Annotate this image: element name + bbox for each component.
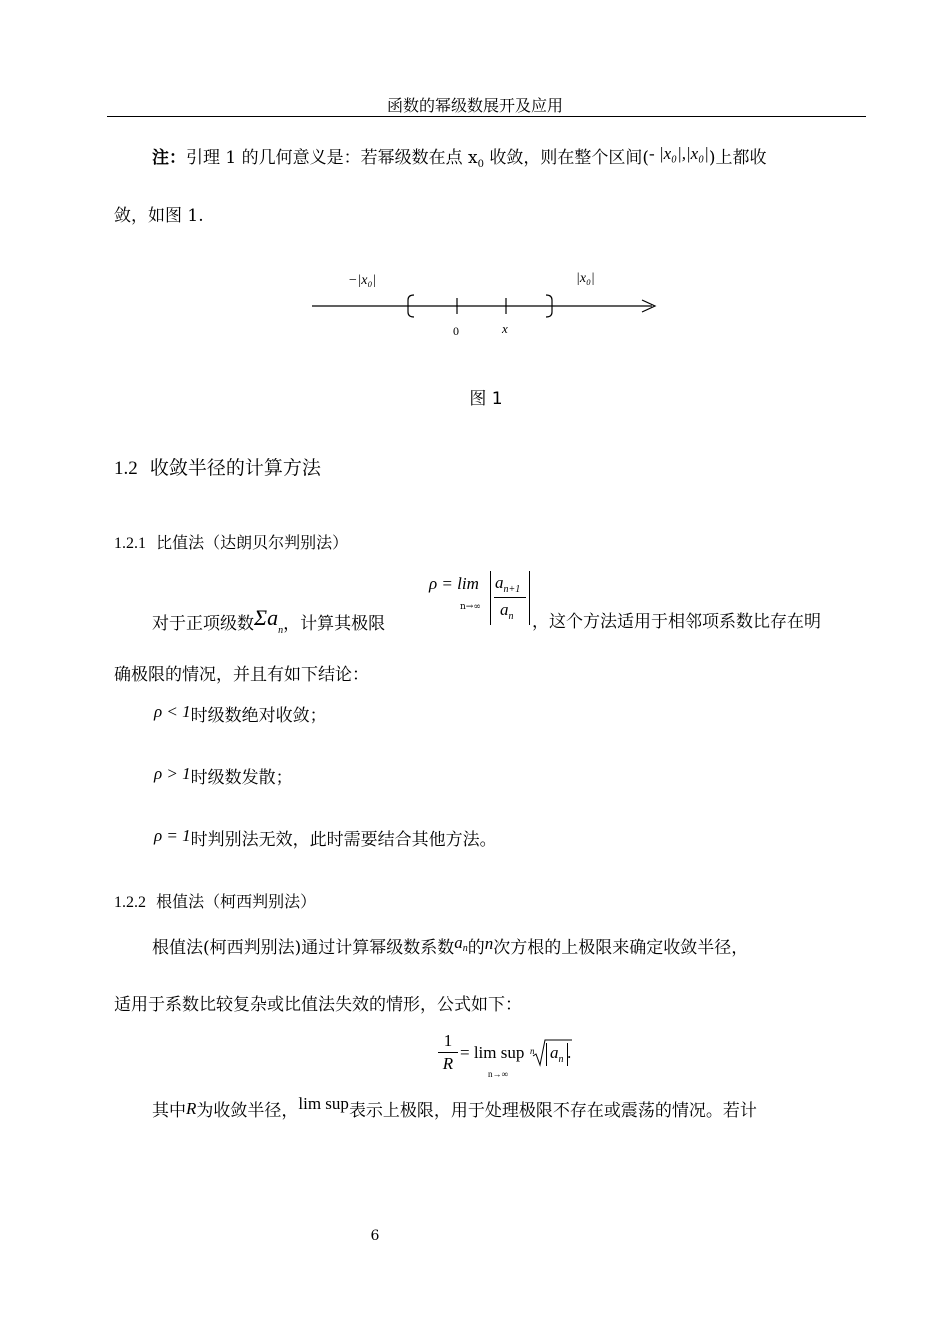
header-rule <box>107 116 866 117</box>
ratio-paragraph-line-1: 对于正项级数$\Sigma a_n$，计算其极限 <box>152 605 386 636</box>
subsection-title: 根值法（柯西判别法） <box>156 892 317 911</box>
running-header: 函数的幂级数展开及应用 <box>386 96 563 115</box>
root-paragraph-2: 其中R为收敛半径，lim sup表示上极限，用于处理极限不存在或震荡的情况。若计 <box>152 1094 757 1121</box>
figure-caption: 图 1 <box>469 389 503 409</box>
note-interval: - |x₀|,|x₀| <box>649 144 709 163</box>
root-formula-lim-sub: n→∞ <box>488 1069 508 1079</box>
condition-1: ρ < 1时级数绝对收敛； <box>154 702 327 726</box>
root-arg: $a_n$ . <box>546 1043 572 1066</box>
condition-2: ρ > 1时级数发散； <box>154 764 293 788</box>
note-label: 注： <box>152 148 186 168</box>
rho-lim: ρ = lim <box>429 574 479 593</box>
note-sub0: 0 <box>477 159 484 170</box>
root-paragraph-line-1: 根值法(柯西判别法)通过计算幂级数系数an的n次方根的上极限来确定收敛半径， <box>152 933 749 958</box>
page-number: 6 <box>370 1228 380 1244</box>
note-line-2: 敛，如图 1. <box>114 206 204 226</box>
condition-3: ρ = 1时判别法无效，此时需要结合其他方法。 <box>154 826 497 850</box>
note-line-1 <box>152 144 767 171</box>
number-line-figure <box>300 255 680 345</box>
section-heading-1-2-1 <box>114 533 348 554</box>
note-text-after: )上都收 <box>708 148 767 168</box>
ratio-lim-sub: n→∞ <box>460 602 481 612</box>
label-left: −|x₀| <box>348 273 377 288</box>
note-text-before: 引理 1 的几何意义是：若幂级数在点 x <box>186 148 478 168</box>
ratio-paragraph-line-1b: ，这个方法适用于相邻项系数比存在明 <box>532 612 821 632</box>
ratio-den: $a_n$ <box>500 600 514 622</box>
ratio-formula <box>429 574 479 594</box>
sum-term: Σa <box>254 605 279 630</box>
ratio-num: $a_{n+1}$ <box>495 573 521 595</box>
root-formula-rhs: = lim sup <box>460 1043 525 1062</box>
section-heading-1-2 <box>114 458 321 479</box>
section-heading-1-2-2 <box>114 892 316 913</box>
root-formula-fraction: 1 R <box>438 1031 458 1074</box>
ratio-fraction-bar <box>494 597 526 598</box>
label-x: x <box>502 321 508 336</box>
ratio-paragraph-line-2: 确极限的情况，并且有如下结论： <box>114 665 369 685</box>
section-number: 1.2 <box>114 458 138 479</box>
root-paragraph-line-2: 适用于系数比较复杂或比值法失效的情形，公式如下： <box>114 995 522 1015</box>
label-zero: 0 <box>453 324 459 338</box>
root-index: n <box>530 1046 535 1056</box>
label-right: |x₀| <box>576 271 595 286</box>
subsection-title: 比值法（达朗贝尔判别法） <box>156 533 349 552</box>
note-text-mid: 收敛，则在整个区间( <box>484 148 650 168</box>
section-title: 收敛半径的计算方法 <box>149 457 321 479</box>
ratio-abs <box>490 571 530 625</box>
subsection-number: 1.2.1 <box>114 535 146 552</box>
subsection-number: 1.2.2 <box>114 894 146 911</box>
